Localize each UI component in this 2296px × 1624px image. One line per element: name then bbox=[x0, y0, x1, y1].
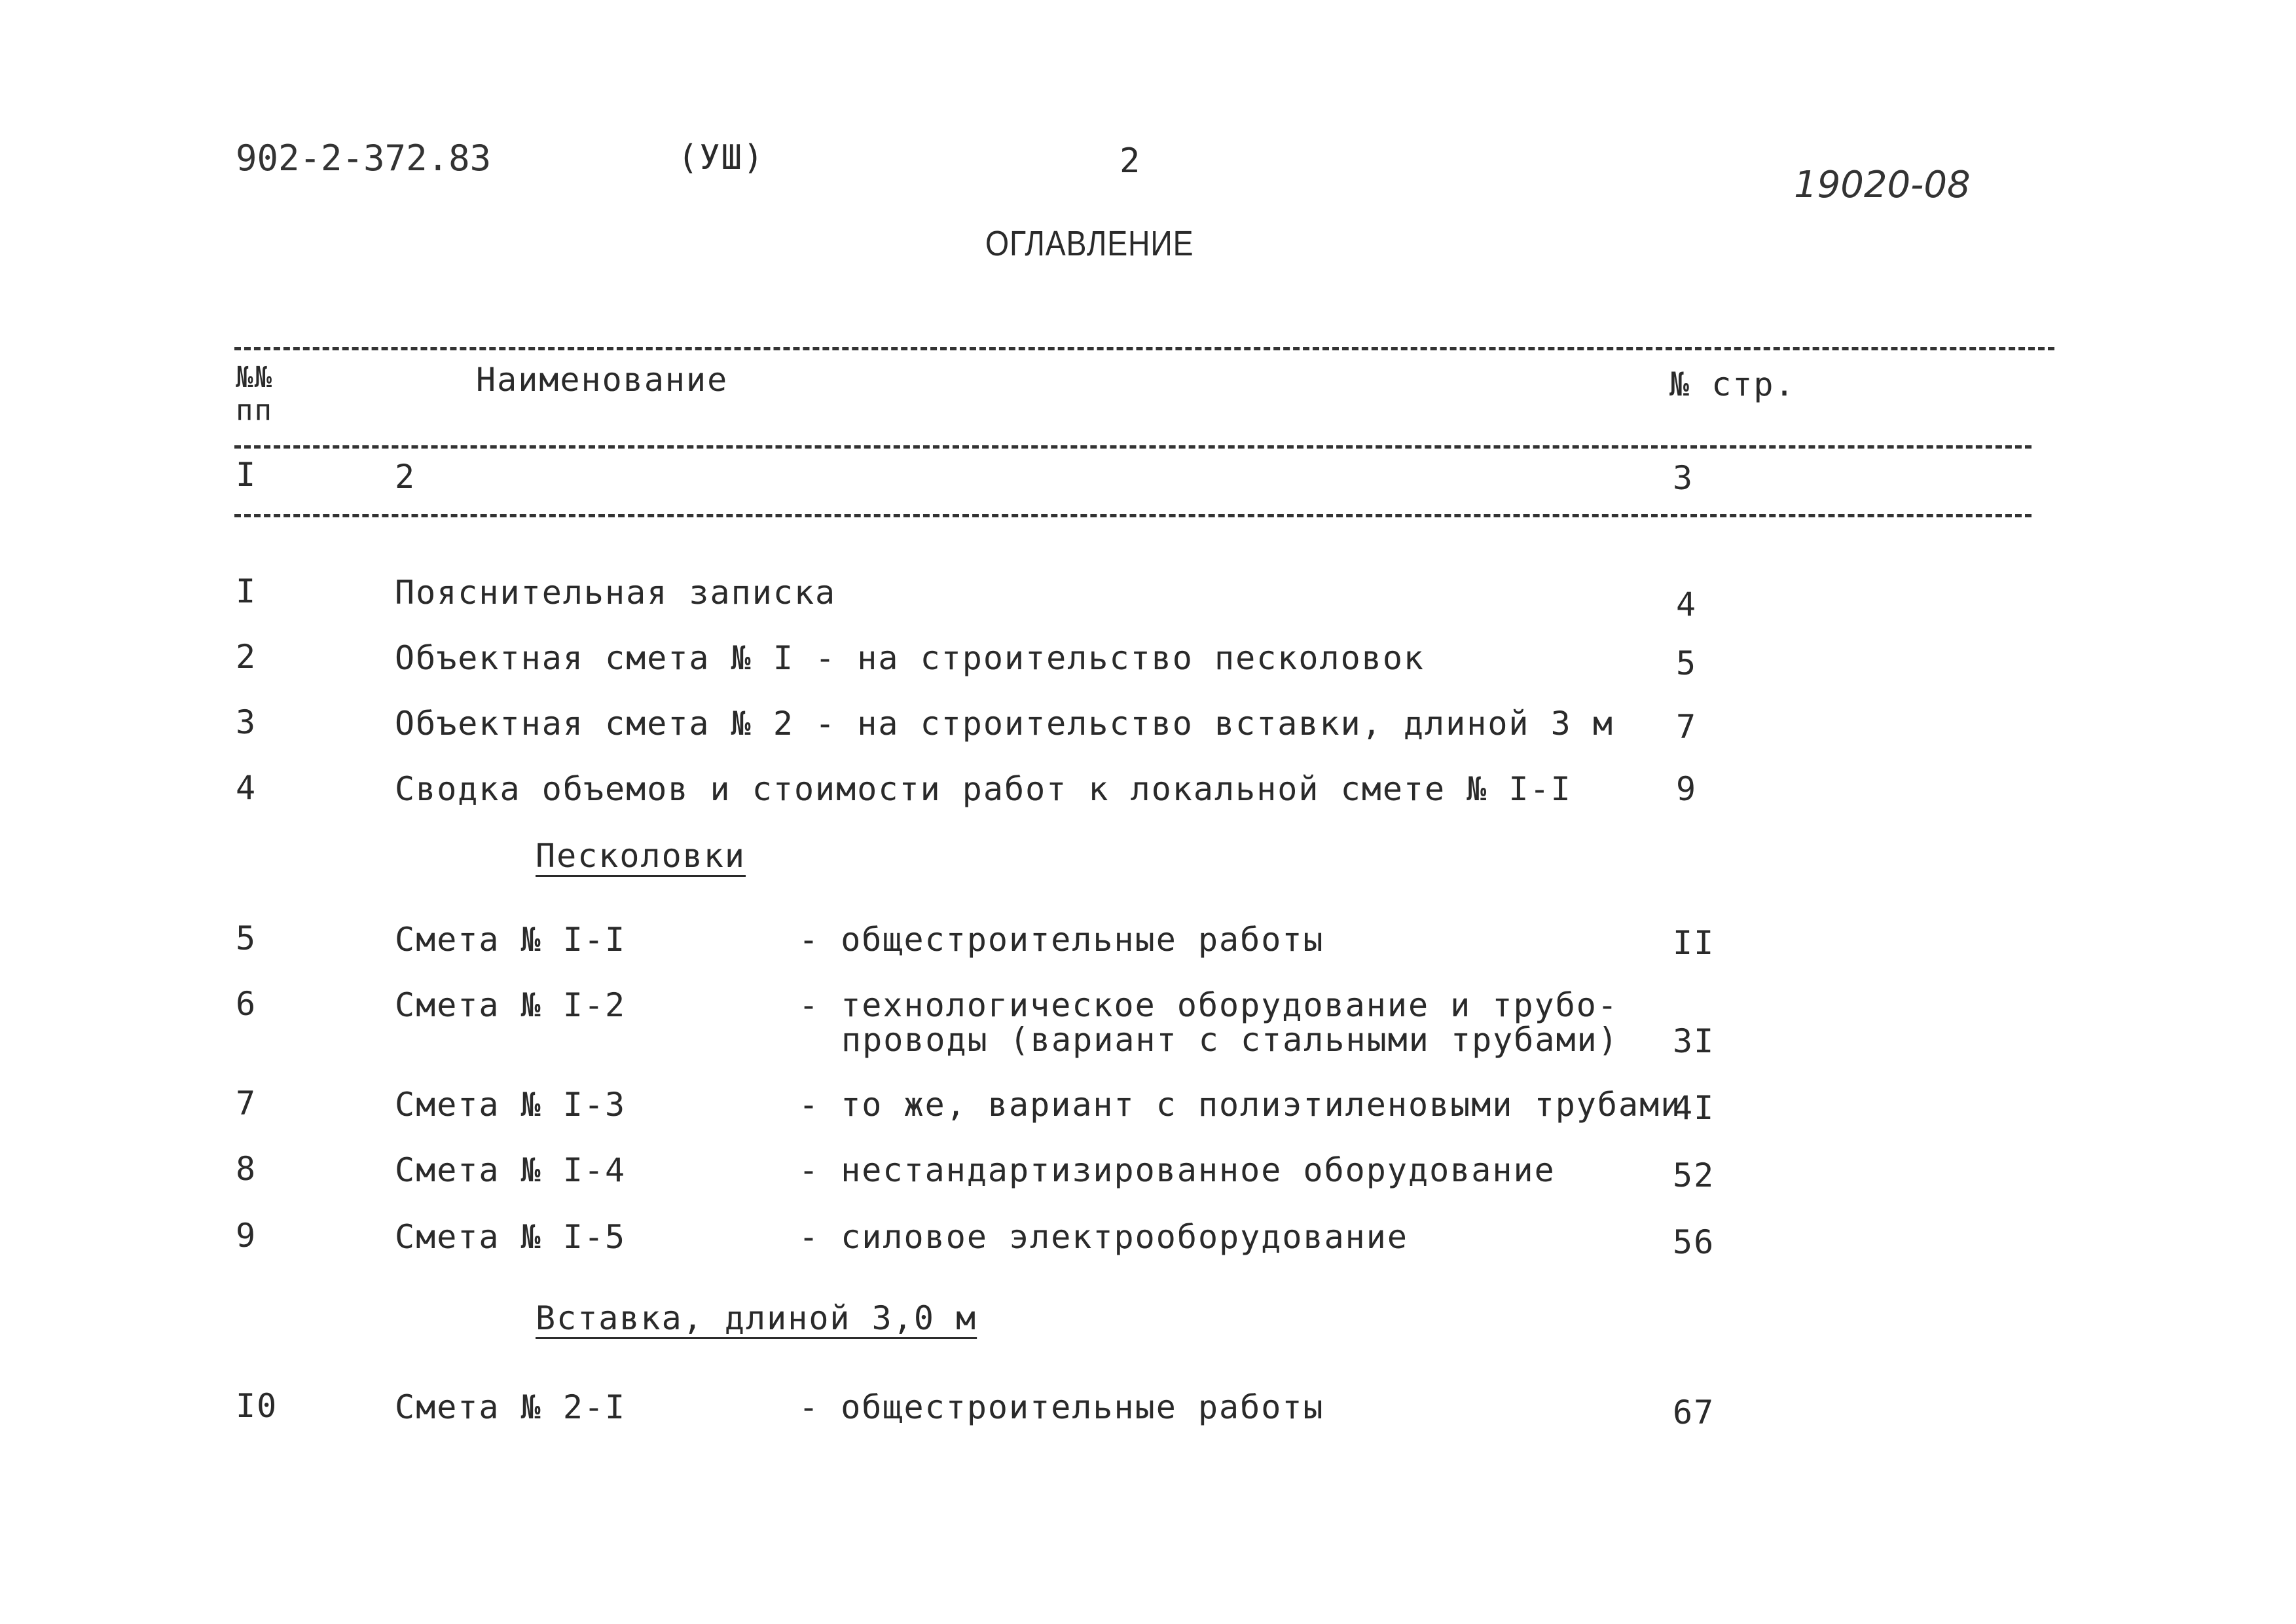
row-description: - то же, вариант с полиэтиленовыми трубами bbox=[799, 1086, 1682, 1124]
page-title: ОГЛАВЛЕНИЕ bbox=[985, 224, 1194, 263]
row-number: 7 bbox=[236, 1084, 257, 1122]
row-title: Смета № I-2 bbox=[395, 986, 627, 1024]
row-page: 7 bbox=[1676, 708, 1698, 746]
row-page: 3I bbox=[1673, 1022, 1715, 1060]
row-page: 67 bbox=[1673, 1393, 1715, 1431]
column-number-sublabel: пп bbox=[236, 394, 273, 427]
volume-label: (УШ) bbox=[678, 138, 765, 177]
row-description: - общестроительные работы bbox=[799, 921, 1324, 959]
row-number: 3 bbox=[236, 703, 257, 741]
row-page: 4I bbox=[1673, 1089, 1715, 1127]
header-divider-top bbox=[234, 347, 2054, 350]
row-description: - силовое электрооборудование bbox=[799, 1218, 1408, 1256]
row-description: - общестроительные работы bbox=[799, 1388, 1324, 1426]
section-heading: Песколовки bbox=[536, 837, 746, 875]
row-number: I0 bbox=[236, 1387, 278, 1425]
row-title: Смета № I-3 bbox=[395, 1086, 627, 1124]
row-number: 6 bbox=[236, 985, 257, 1023]
document-code: 902-2-372.83 bbox=[236, 138, 492, 179]
row-number: 2 bbox=[236, 638, 257, 676]
column-index-3: 3 bbox=[1673, 459, 1694, 497]
column-page-label: № стр. bbox=[1669, 365, 1796, 403]
row-title: Объектная смета № I - на строительство песколовок bbox=[395, 639, 1425, 677]
row-description-continued: проводы (вариант с стальными трубами) bbox=[841, 1021, 1619, 1059]
row-page: 5 bbox=[1676, 644, 1698, 682]
inventory-number: 19020-08 bbox=[1794, 164, 1971, 206]
row-number: 5 bbox=[236, 919, 257, 957]
page-number: 2 bbox=[1120, 141, 1142, 181]
row-page: 52 bbox=[1673, 1156, 1715, 1194]
row-number: 9 bbox=[236, 1217, 257, 1255]
row-page: II bbox=[1673, 924, 1715, 962]
row-title: Смета № I-4 bbox=[395, 1151, 627, 1189]
column-number-label: №№ bbox=[236, 361, 273, 394]
row-description: - нестандартизированное оборудование bbox=[799, 1151, 1556, 1189]
row-title: Сводка объемов и стоимости работ к локальной смете № I-I bbox=[395, 770, 1572, 808]
row-number: I bbox=[236, 572, 257, 610]
row-title: Смета № I-I bbox=[395, 921, 627, 959]
column-index-2: 2 bbox=[395, 458, 416, 496]
row-number: 4 bbox=[236, 769, 257, 807]
row-title: Смета № 2-I bbox=[395, 1388, 627, 1426]
row-page: 56 bbox=[1673, 1223, 1715, 1261]
section-heading: Вставка, длиной 3,0 м bbox=[536, 1299, 977, 1337]
column-index-1: I bbox=[236, 456, 257, 494]
header-divider-middle bbox=[234, 445, 2032, 449]
row-title: Объектная смета № 2 - на строительство вставки, длиной 3 м bbox=[395, 705, 1614, 743]
row-number: 8 bbox=[236, 1150, 257, 1188]
header-divider-bottom bbox=[234, 514, 2032, 517]
row-title: Смета № I-5 bbox=[395, 1218, 627, 1256]
row-page: 4 bbox=[1676, 585, 1698, 623]
column-name-label: Наименование bbox=[476, 361, 729, 399]
row-page: 9 bbox=[1676, 770, 1698, 808]
row-title: Пояснительная записка bbox=[395, 574, 837, 612]
row-description: - технологическое оборудование и трубо- bbox=[799, 986, 1618, 1024]
